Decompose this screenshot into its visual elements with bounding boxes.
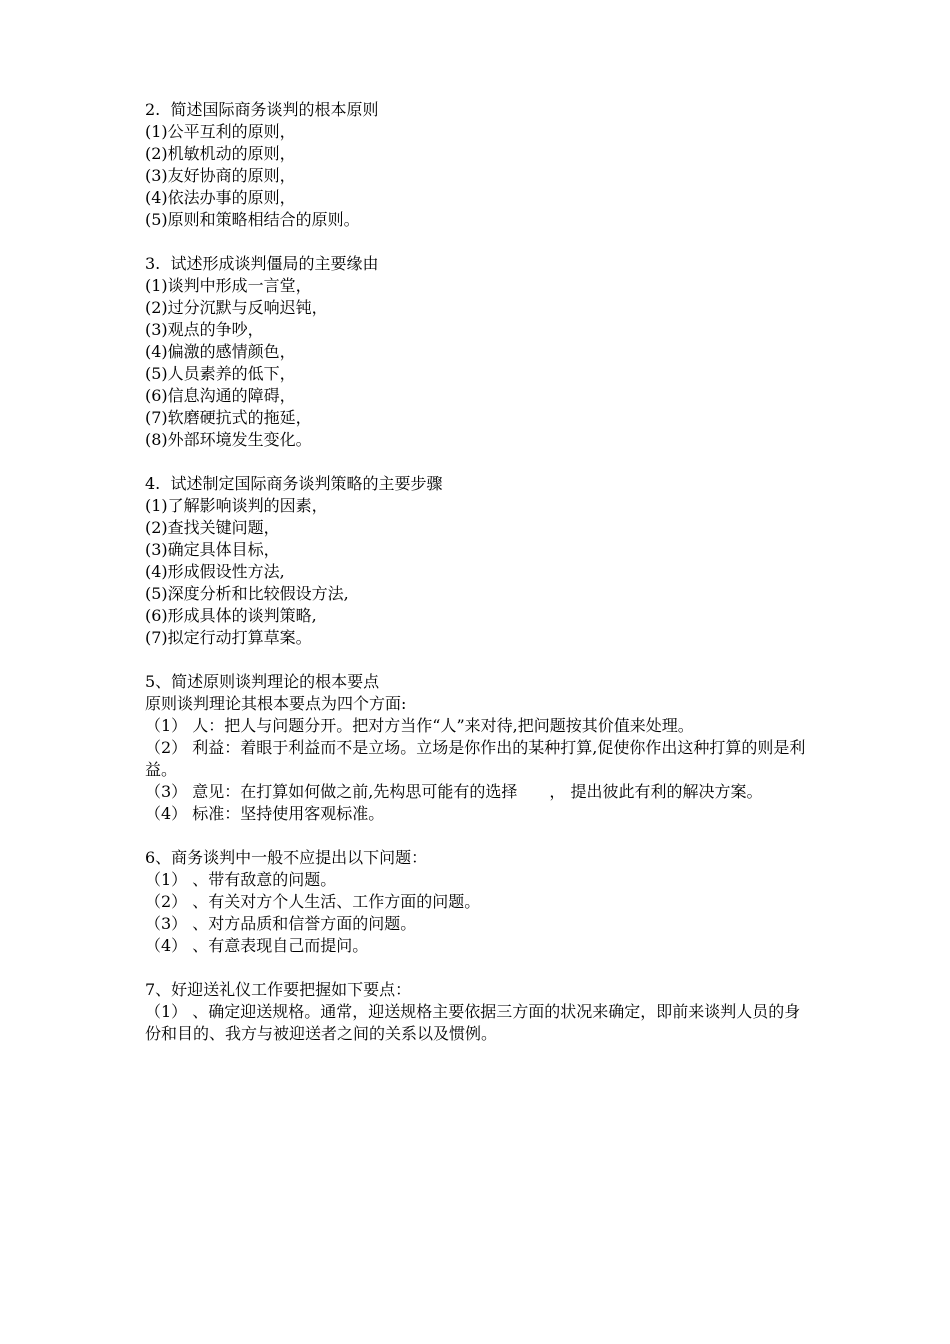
- list-item: （2） 利益：着眼于利益而不是立场。立场是你作出的某种打算,促使你作出这种打算的则是利益。: [145, 738, 806, 779]
- list-item: (1)谈判中形成一言堂，: [145, 276, 312, 295]
- list-item: (8)外部环境发生变化。: [145, 430, 312, 449]
- list-item: (5)原则和策略相结合的原则。: [145, 210, 360, 229]
- section-2: [145, 99, 815, 231]
- section-4: [145, 473, 815, 649]
- section-heading: 7、好迎送礼仪工作要把握如下要点：: [145, 980, 412, 999]
- section-heading: 6、商务谈判中一般不应提出以下问题：: [145, 848, 428, 867]
- list-item: (5)人员素养的低下，: [145, 364, 296, 383]
- list-item: (4)依法办事的原则，: [145, 188, 296, 207]
- document-body: [145, 99, 815, 1067]
- list-item: (7)拟定行动打算草案。: [145, 628, 312, 647]
- list-item: （4） 、有意表现自己而提问。: [145, 936, 369, 955]
- list-item: (4)偏激的感情颜色，: [145, 342, 296, 361]
- section-3: [145, 253, 815, 451]
- list-item: （1） 人：把人与问题分开。把对方当作“人”来对待,把问题按其价值来处理。: [145, 716, 694, 735]
- section-5: [145, 671, 815, 825]
- list-item: (6)信息沟通的障碍，: [145, 386, 296, 405]
- list-item: （3） 、对方品质和信誉方面的问题。: [145, 914, 417, 933]
- section-heading: 5、简述原则谈判理论的根本要点: [145, 672, 380, 691]
- list-item: (4)形成假设性方法,: [145, 562, 285, 581]
- list-item: (2)查找关键问题，: [145, 518, 280, 537]
- list-item: （1） 、确定迎送规格。通常，迎送规格主要依据三方面的状况来确定，即前来谈判人员的身份和目的、我方与被迎送者之间的关系以及惯例。: [145, 1002, 801, 1043]
- list-item: (2)过分沉默与反响迟钝，: [145, 298, 328, 317]
- list-item: （3） 意见：在打算如何做之前,先构思可能有的选择 ， 提出彼此有利的解决方案。: [145, 782, 763, 801]
- paragraph: 原则谈判理论其根本要点为四个方面:: [145, 694, 407, 713]
- list-item: （2） 、有关对方个人生活、工作方面的问题。: [145, 892, 481, 911]
- section-heading: 4. 试述制定国际商务谈判策略的主要步骤: [145, 474, 443, 493]
- section-7: [145, 979, 815, 1045]
- list-item: (2)机敏机动的原则，: [145, 144, 296, 163]
- section-heading: 3. 试述形成谈判僵局的主要缘由: [145, 254, 379, 273]
- section-6: [145, 847, 815, 957]
- list-item: （4） 标准：坚持使用客观标准。: [145, 804, 385, 823]
- list-item: (3)友好协商的原则，: [145, 166, 296, 185]
- list-item: (7)软磨硬抗式的拖延，: [145, 408, 312, 427]
- section-heading: 2. 简述国际商务谈判的根本原则: [145, 100, 379, 119]
- list-item: (1)了解影响谈判的因素，: [145, 496, 328, 515]
- list-item: (1)公平互利的原则，: [145, 122, 296, 141]
- list-item: (6)形成具体的谈判策略,: [145, 606, 317, 625]
- list-item: （1） 、带有敌意的问题。: [145, 870, 337, 889]
- list-item: (5)深度分析和比较假设方法,: [145, 584, 349, 603]
- list-item: (3)观点的争吵，: [145, 320, 264, 339]
- list-item: (3)确定具体目标，: [145, 540, 280, 559]
